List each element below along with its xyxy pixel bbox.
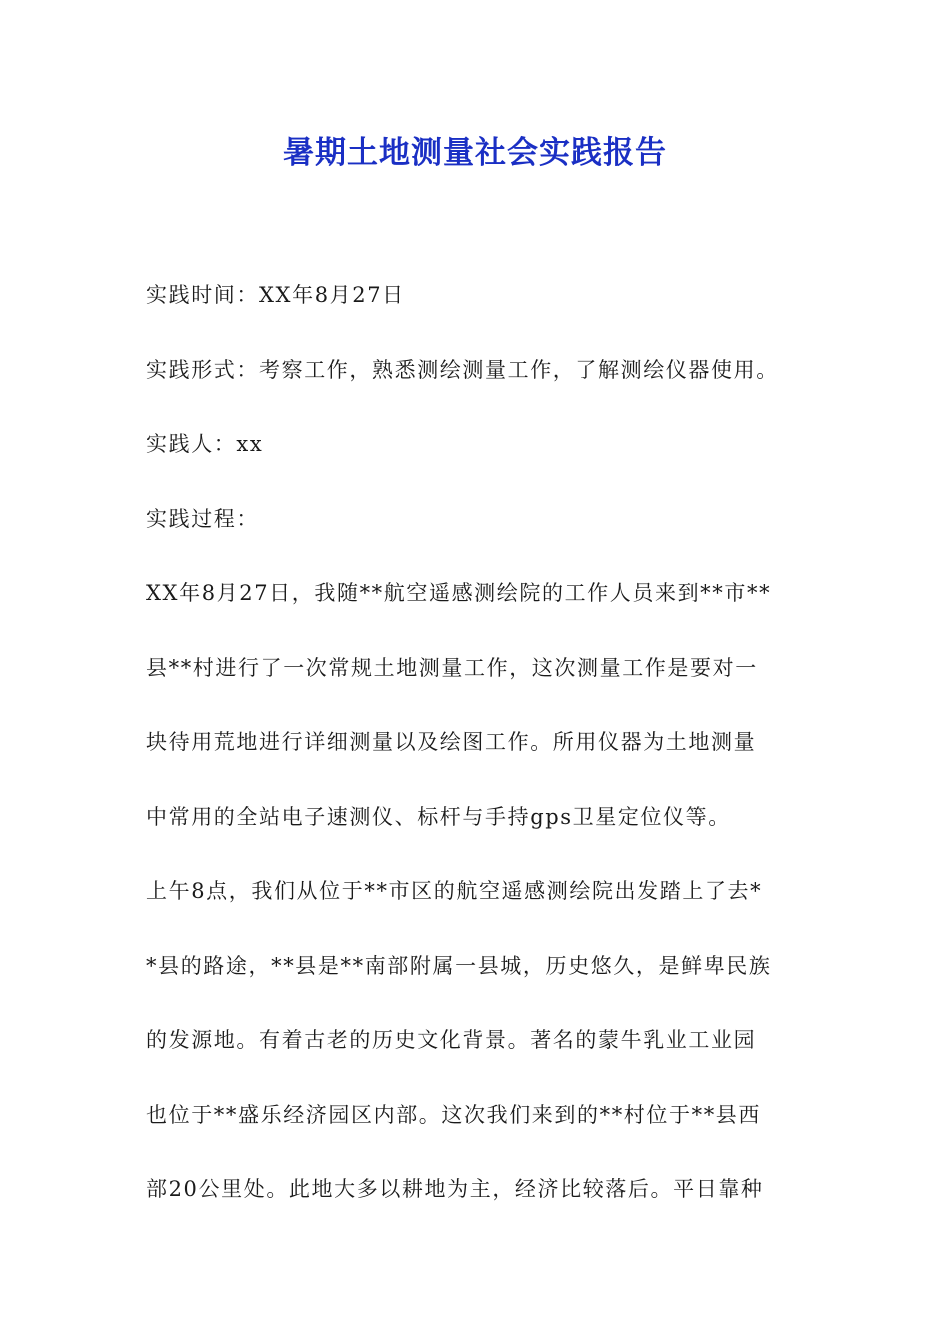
paragraph-line: 中常用的全站电子速测仪、标杆与手持gps卫星定位仪等。 [146, 804, 731, 829]
practice-form: 实践形式：考察工作，熟悉测绘测量工作，了解测绘仪器使用。 [146, 357, 779, 382]
document-body [146, 258, 810, 1227]
paragraph-1 [146, 556, 810, 854]
paragraph-line: 的发源地。有着古老的历史文化背景。著名的蒙牛乳业工业园 [146, 1028, 757, 1052]
paragraph-line: XX年8月27日，我随**航空遥感测绘院的工作人员来到**市** [146, 581, 772, 605]
paragraph-line: 部20公里处。此地大多以耕地为主，经济比较落后。平日靠种 [146, 1177, 764, 1201]
paragraph-2 [146, 854, 810, 1227]
paragraph-line: *县的路途，**县是**南部附属一县城，历史悠久，是鲜卑民族 [146, 953, 772, 978]
paragraph-line: 上午8点，我们从位于**市区的航空遥感测绘院出发踏上了去* [146, 879, 763, 903]
paragraph-line: 块待用荒地进行详细测量以及绘图工作。所用仪器为土地测量 [146, 730, 757, 754]
practice-time: 实践时间：XX年8月27日 [146, 283, 405, 307]
paragraph-line: 县**村进行了一次常规土地测量工作，这次测量工作是要对一 [146, 655, 758, 680]
document-title: 暑期土地测量社会实践报告 [283, 135, 667, 171]
practice-person: 实践人：xx [146, 432, 264, 456]
paragraph-line: 也位于**盛乐经济园区内部。这次我们来到的**村位于**县西 [146, 1102, 761, 1127]
practice-process-heading: 实践过程： [146, 506, 259, 531]
